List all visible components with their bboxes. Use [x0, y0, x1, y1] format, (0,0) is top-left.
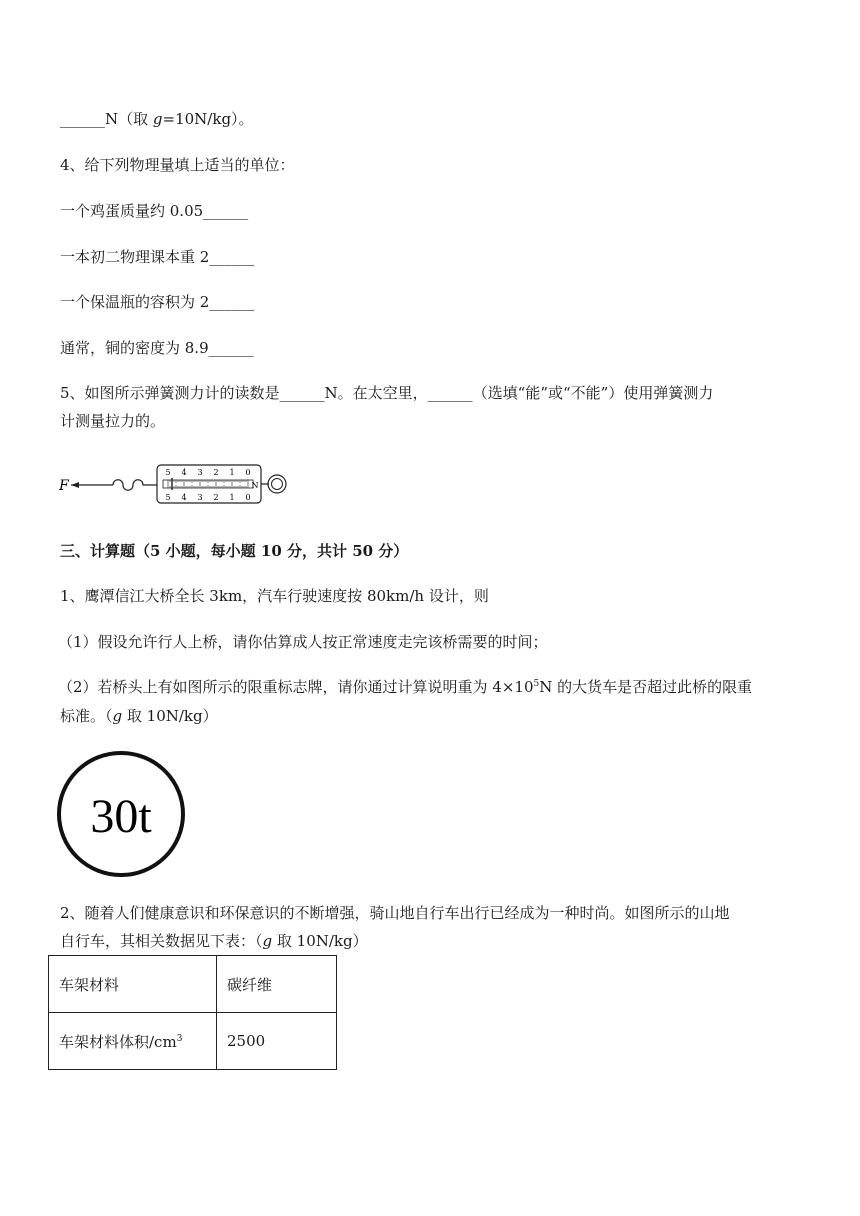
- exponent: 5: [533, 679, 540, 689]
- c1-sub1: （1）假设允许行人上桥，请你估算成人按正常速度走完该桥需要的时间；: [58, 633, 548, 651]
- weight-limit-sign: [55, 750, 187, 878]
- scale-top-label: 2: [213, 468, 219, 477]
- scale-bottom-label: 3: [197, 493, 203, 502]
- q4-title: 4、给下列物理量填上适当的单位：: [60, 156, 295, 174]
- q4-item-book-weight: 一本初二物理课本重 2______: [60, 248, 255, 266]
- table-row: [49, 956, 337, 1013]
- scale-bottom-label: 4: [181, 493, 187, 502]
- scale-bottom-label: 5: [165, 493, 171, 502]
- table-cell-value: 2500: [217, 1013, 337, 1070]
- scale-top-label: 3: [197, 468, 203, 477]
- answer-blank: ______: [60, 110, 105, 128]
- q4-item-copper-density: 通常，铜的密度为 8.9______: [60, 339, 254, 357]
- section3-title: 三、计算题（5 小题，每小题 10 分，共计 50 分）: [60, 542, 409, 560]
- scale-bottom-label: 1: [229, 493, 235, 502]
- c1-stem: 1、鹰潭信江大桥全长 3km，汽车行驶速度按 80km/h 设计，则: [60, 587, 489, 605]
- table-cell-value: 碳纤维: [217, 956, 337, 1013]
- bike-spec-table: [48, 955, 337, 1070]
- scale-bottom-label: 0: [245, 493, 251, 502]
- scale-top-label: 1: [229, 468, 235, 477]
- table-row: [49, 1013, 337, 1070]
- ring-icon: [268, 475, 286, 493]
- q4-item-egg-mass: 一个鸡蛋质量约 0.05______: [60, 202, 249, 220]
- sign-text: 30t: [90, 790, 152, 843]
- force-label: F: [59, 478, 69, 494]
- table-cell-label: 车架材料体积$/cm^3$: [49, 1013, 217, 1070]
- spring-scale-figure: [55, 458, 300, 510]
- gravity-symbol: g: [262, 932, 273, 950]
- top-answer-line: ______N（取 g=10N/kg）。: [60, 110, 254, 128]
- gravity-symbol: g: [152, 110, 163, 128]
- scale-top-label: 4: [181, 468, 187, 477]
- scale-bottom-label: 2: [213, 493, 219, 502]
- c1-sub2-line1: （2）若桥头上有如图所示的限重标志牌，请你通过计算说明重为 $4\times 10^5N$ 的大货车是否超过此桥的限重: [58, 678, 753, 696]
- gravity-symbol: g: [112, 707, 123, 725]
- q4-item-flask-volume: 一个保温瓶的容积为 2______: [60, 293, 255, 311]
- c2-stem-line1: 2、随着人们健康意识和环保意识的不断增强，骑山地自行车出行已经成为一种时尚。如图所示的山地: [60, 904, 730, 922]
- table-cell-label: 车架材料: [49, 956, 217, 1013]
- unit-label: N: [251, 481, 259, 490]
- q5-text-line1: 5、如图所示弹簧测力计的读数是______N。在太空里，______（选填“能”或“不能”）使用弹簧测力: [60, 384, 714, 402]
- hook-icon: [113, 480, 157, 491]
- scale-top-label: 0: [245, 468, 251, 477]
- scale-top-label: 5: [165, 468, 171, 477]
- q5-text-line2: 计测量拉力的。: [60, 412, 166, 430]
- c1-sub2-line2: 标准。（g 取 10N/kg）: [60, 707, 218, 725]
- c2-stem-line2: 自行车，其相关数据见下表：（g 取 10N/kg）: [60, 932, 368, 950]
